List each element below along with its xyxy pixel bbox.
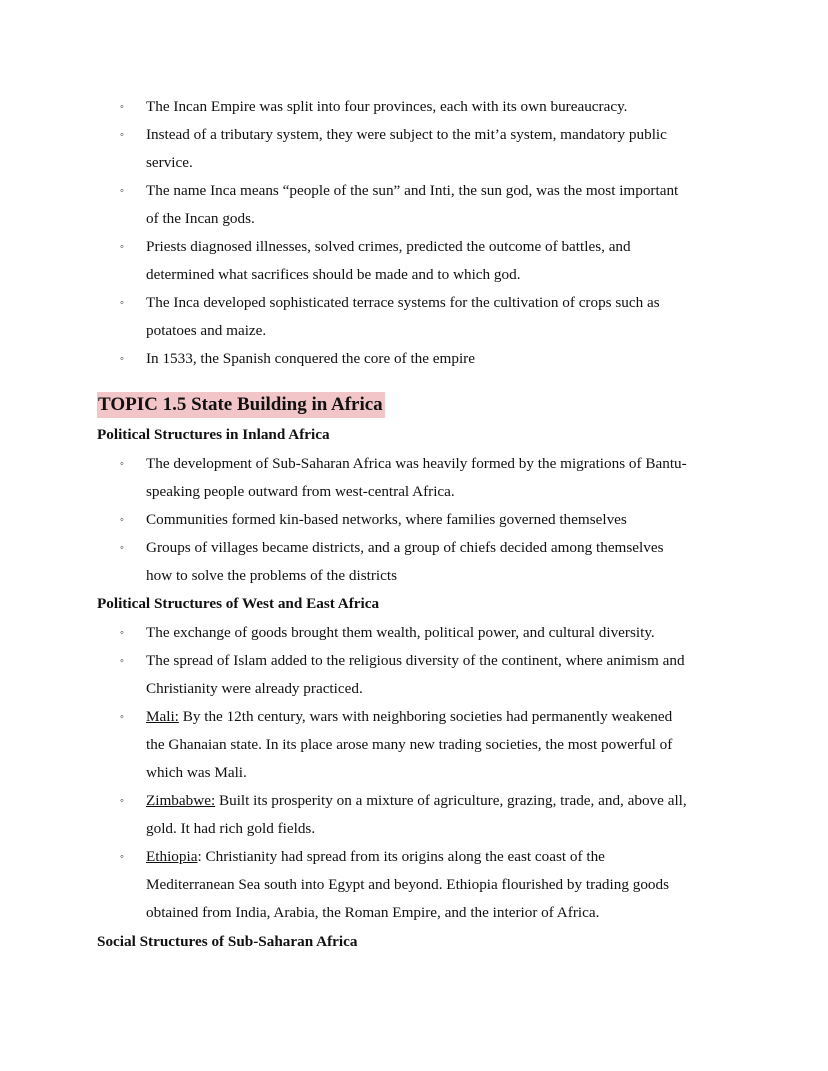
list-item-line: The Incan Empire was split into four provinces, each with its own bureaucracy. bbox=[146, 98, 628, 115]
list-item-line: The name Inca means “people of the sun” and Inti, the sun god, was the most important bbox=[146, 182, 679, 199]
bullet-icon: ◦ bbox=[120, 627, 124, 639]
list-item-term: Mali: bbox=[146, 708, 179, 725]
list-item-line: The spread of Islam added to the religious diversity of the continent, where animism and bbox=[146, 652, 685, 669]
list-item-term: Zimbabwe: bbox=[146, 792, 216, 809]
bullet-icon: ◦ bbox=[120, 711, 124, 723]
list-item-line: Groups of villages became districts, and a group of chiefs decided among themselves bbox=[146, 539, 664, 556]
list-item-line: potatoes and maize. bbox=[146, 322, 267, 339]
list-item-line: In 1533, the Spanish conquered the core of the empire bbox=[146, 350, 475, 367]
bullet-icon: ◦ bbox=[120, 241, 124, 253]
list-item-line: speaking people outward from west-central Africa. bbox=[146, 483, 455, 500]
bullet-icon: ◦ bbox=[120, 514, 124, 526]
section-heading-inland-africa: Political Structures in Inland Africa bbox=[97, 426, 330, 443]
bullet-icon: ◦ bbox=[120, 185, 124, 197]
list-item-line bbox=[146, 703, 672, 731]
list-item-line: gold. It had rich gold fields. bbox=[146, 820, 316, 837]
list-item-text: : Christianity had spread from its origins along the east coast of the bbox=[197, 848, 605, 865]
list-item-line: how to solve the problems of the districts bbox=[146, 567, 397, 584]
bullet-icon: ◦ bbox=[120, 353, 124, 365]
list-item-text: Built its prosperity on a mixture of agriculture, grazing, trade, and, above all, bbox=[215, 792, 687, 809]
list-item-line: determined what sacrifices should be made and to which god. bbox=[146, 266, 521, 283]
bullet-icon: ◦ bbox=[120, 458, 124, 470]
bullet-icon: ◦ bbox=[120, 101, 124, 113]
list-item-line: The development of Sub-Saharan Africa was heavily formed by the migrations of Bantu- bbox=[146, 455, 687, 472]
list-item-line: the Ghanaian state. In its place arose many new trading societies, the most powerful of bbox=[146, 736, 673, 753]
list-item-line: Christianity were already practiced. bbox=[146, 680, 363, 697]
list-item-line bbox=[146, 843, 605, 871]
bullet-icon: ◦ bbox=[120, 542, 124, 554]
bullet-icon: ◦ bbox=[120, 795, 124, 807]
list-item-line: Communities formed kin-based networks, where families governed themselves bbox=[146, 511, 627, 528]
list-item-line: obtained from India, Arabia, the Roman Empire, and the interior of Africa. bbox=[146, 904, 600, 921]
topic-heading: TOPIC 1.5 State Building in Africa bbox=[97, 392, 385, 418]
list-item-line: Mediterranean Sea south into Egypt and beyond. Ethiopia flourished by trading goods bbox=[146, 876, 670, 893]
bullet-icon: ◦ bbox=[120, 297, 124, 309]
list-item-line bbox=[146, 787, 687, 815]
list-item-line: Priests diagnosed illnesses, solved crimes, predicted the outcome of battles, and bbox=[146, 238, 631, 255]
list-item-line: of the Incan gods. bbox=[146, 210, 255, 227]
list-item-term: Ethiopia bbox=[146, 848, 198, 865]
list-item-line: service. bbox=[146, 154, 193, 171]
bullet-icon: ◦ bbox=[120, 129, 124, 141]
list-item-text: By the 12th century, wars with neighboring societies had permanently weakened bbox=[178, 708, 673, 725]
bullet-icon: ◦ bbox=[120, 851, 124, 863]
list-item-line: Instead of a tributary system, they were subject to the mit’a system, mandatory public bbox=[146, 126, 667, 143]
section-heading-west-east-africa: Political Structures of West and East Africa bbox=[97, 595, 380, 612]
list-item-line: which was Mali. bbox=[146, 764, 247, 781]
list-item-line: The Inca developed sophisticated terrace systems for the cultivation of crops such as bbox=[146, 294, 660, 311]
list-item-line: The exchange of goods brought them wealth, political power, and cultural diversity. bbox=[146, 624, 655, 641]
bullet-icon: ◦ bbox=[120, 655, 124, 667]
section-heading-social-structures: Social Structures of Sub-Saharan Africa bbox=[97, 933, 358, 950]
